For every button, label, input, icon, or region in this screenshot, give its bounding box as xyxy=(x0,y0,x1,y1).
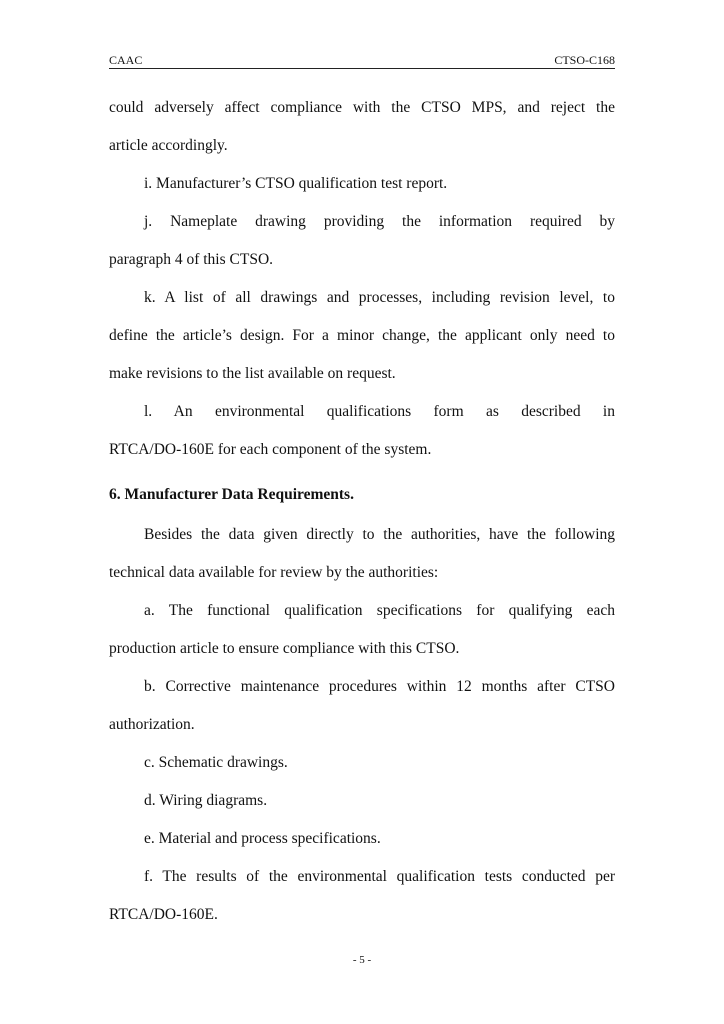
list-item-i: i. Manufacturer’s CTSO qualification test report. xyxy=(144,175,448,192)
header-doc-id: CTSO-C168 xyxy=(554,53,615,67)
text-line: RTCA/DO-160E for each component of the system. xyxy=(109,441,432,458)
text-line: production article to ensure compliance with this CTSO. xyxy=(109,640,460,657)
list-item-f: f. The results of the environmental qualification tests conducted per xyxy=(144,868,615,885)
text-line: article accordingly. xyxy=(109,137,228,154)
text-line: paragraph 4 of this CTSO. xyxy=(109,251,274,268)
list-item-l: l. An environmental qualifications form as described in xyxy=(144,403,615,420)
text-line: RTCA/DO-160E. xyxy=(109,906,218,923)
list-item-c: c. Schematic drawings. xyxy=(144,754,288,771)
text-line: define the article’s design. For a minor change, the applicant only need to xyxy=(109,327,615,344)
page-number: - 5 - xyxy=(352,954,372,966)
page-header xyxy=(109,52,615,69)
list-item-k: k. A list of all drawings and processes, including revision level, to xyxy=(144,289,615,306)
section-heading: 6. Manufacturer Data Requirements. xyxy=(109,486,354,503)
text-line: technical data available for review by the authorities: xyxy=(109,564,439,581)
list-item-d: d. Wiring diagrams. xyxy=(144,792,268,809)
list-item-j: j. Nameplate drawing providing the information required by xyxy=(144,213,615,230)
list-item-e: e. Material and process specifications. xyxy=(144,830,381,847)
list-item-b: b. Corrective maintenance procedures within 12 months after CTSO xyxy=(144,678,615,695)
text-line: could adversely affect compliance with the CTSO MPS, and reject the xyxy=(109,99,615,116)
text-line: authorization. xyxy=(109,716,195,733)
list-item-a: a. The functional qualification specifications for qualifying each xyxy=(144,602,615,619)
header-org: CAAC xyxy=(109,53,143,67)
paragraph-line: Besides the data given directly to the authorities, have the following xyxy=(144,526,615,543)
text-line: make revisions to the list available on request. xyxy=(109,365,396,382)
